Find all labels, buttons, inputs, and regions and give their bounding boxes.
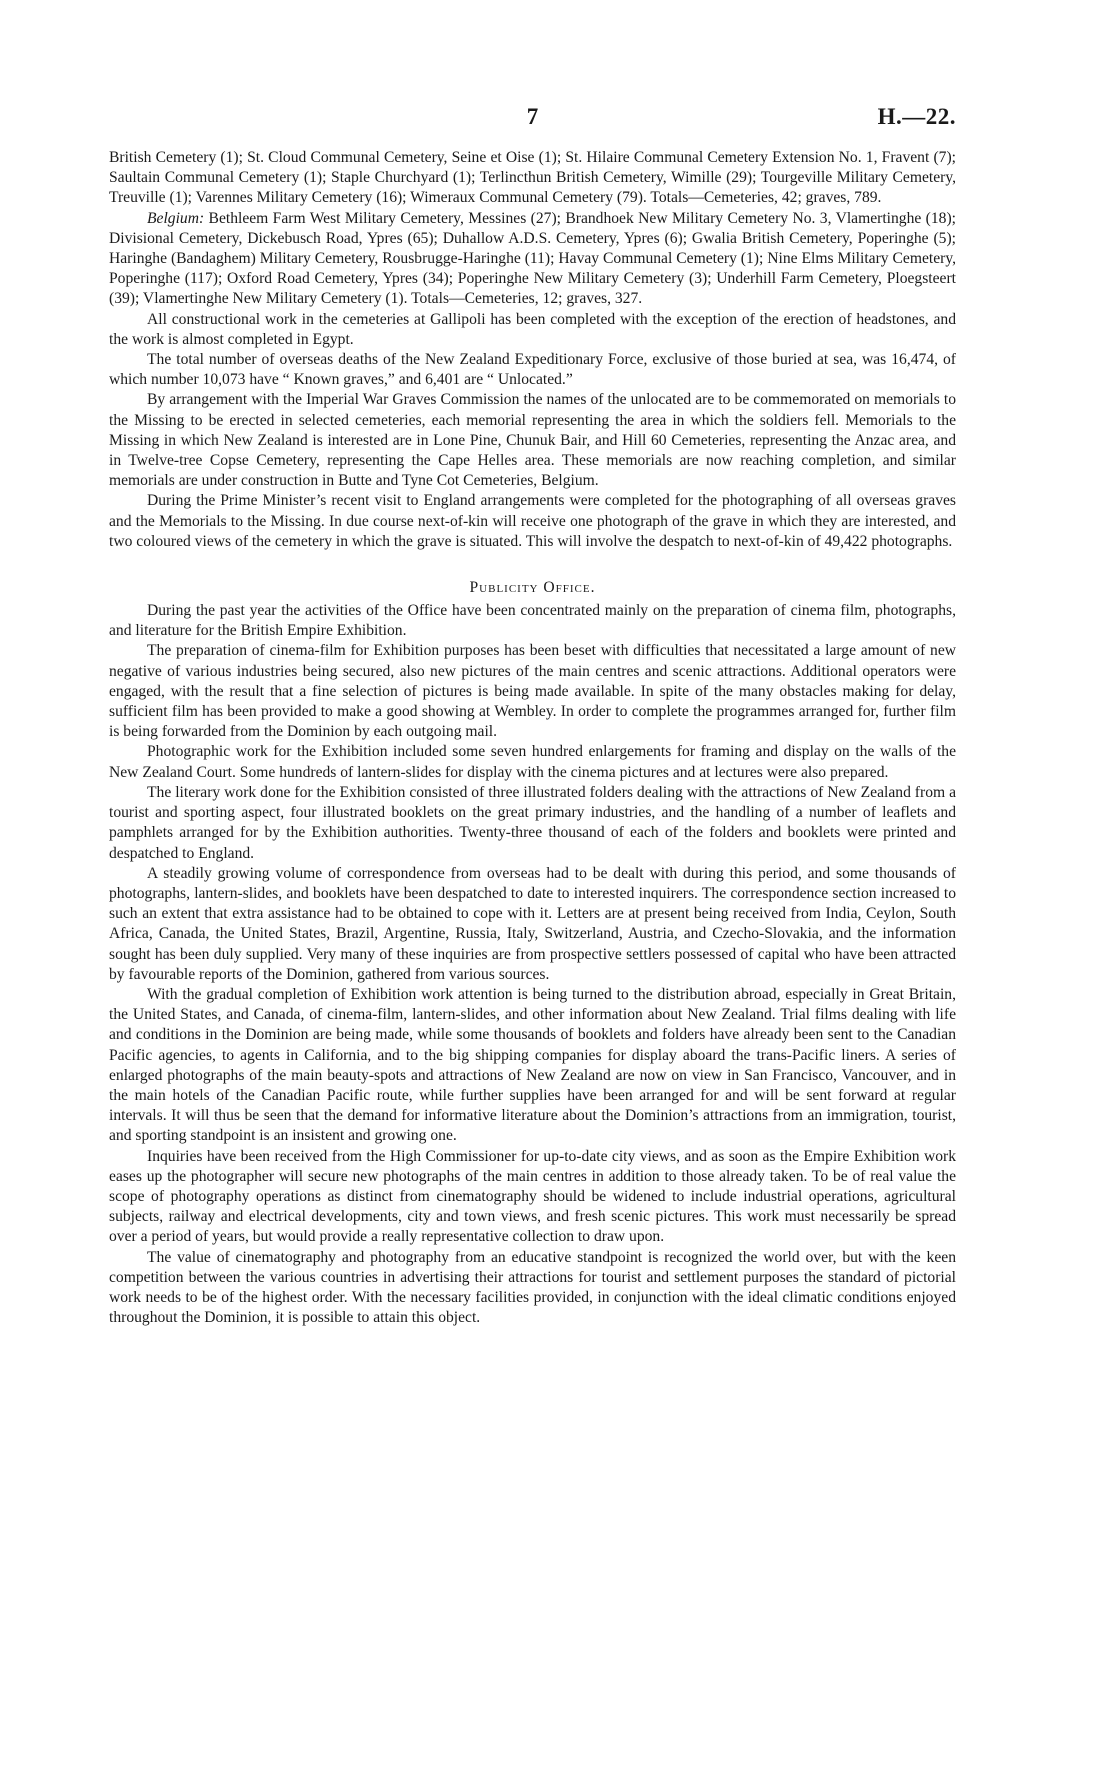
document-page <box>109 104 956 1328</box>
belgium-text: Bethleem Farm West Military Cemetery, Messines (27); Brandhoek New Military Cemetery No. 3, Vlamertinghe (18); Divisional Cemetery, Dickebusch Road, Ypres (65); Duhallow A.D.S. Cemetery, Ypres (6); Gwalia British Cemetery, Poperinghe (5); Haringhe (Bandaghem) Military Cemetery, Rousbrugge-Haringhe (11); Havay Communal Cemetery (1); Nine Elms Military Cemetery, Poperinghe (117); Oxford Road Cemetery, Ypres (34); Poperinghe New Military Cemetery (3); Underhill Farm Cemetery, Ploegsteert (39); Vlamertinghe New Military Cemetery (1). Totals—Cemeteries, 12; graves, 327. <box>109 209 956 308</box>
paragraph-memorials: By arrangement with the Imperial War Graves Commission the names of the unlocated are to be commemorated on memorials to the Missing to be erected in selected cemeteries, each memorial representing the area in which the soldiers fell. Memorials to the Missing in which New Zealand is interested are in Lone Pine, Chunuk Bair, and Hill 60 Cemeteries, representing the Anzac area, and in Twelve-tree Copse Cemetery, representing the Cape Helles area. These memorials are now reaching completion, and similar memorials are under construction in Butte and Tyne Cot Cemeteries, Belgium. <box>109 391 956 490</box>
paragraph-inquiries: Inquiries have been received from the High Commissioner for up-to-date city views, and as soon as the Empire Exhibition work eases up the photographer will secure new photographs of the main centres in addition to those already taken. To be of real value the scope of photography operations as distinct from cinematography should be widened to include industrial operations, agricultural subjects, railway and electrical developments, city and town views, and fresh scenic pictures. This work must necessarily be spread over a period of years, but would provide a really representative collection to draw upon. <box>109 1147 956 1246</box>
paragraph-publicity-intro: During the past year the activities of the Office have been concentrated mainly on the preparation of cinema film, photographs, and literature for the British Empire Exhibition. <box>109 602 956 640</box>
paragraph-distribution: With the gradual completion of Exhibition work attention is being turned to the distribution abroad, especially in Great Britain, the United States, and Canada, of cinema-film, lantern-slides, and other information about New Zealand. Trial films dealing with life and conditions in the Dominion are being made, while some thousands of booklets and folders have already been sent to the Canadian Pacific agencies, to agents in California, and to the big shipping companies for display aboard the trans-Pacific liners. A series of enlarged photographs of the main beauty-spots and attractions of New Zealand are now on view in San Francisco, Vancouver, and in the main hotels of the Canadian Pacific route, while further supplies have been arranged for and will be sent forward at regular intervals. It will thus be seen that the demand for informative literature about the Dominion’s attractions from an immigration, tourist, and sporting standpoint is an insistent and growing one. <box>109 985 956 1145</box>
paragraph-correspondence: A steadily growing volume of correspondence from overseas had to be dealt with during this period, and some thousands of photographs, lantern-slides, and booklets have been despatched to date to interested inquirers. The correspondence section increased to such an extent that extra assistance had to be obtained to cope with it. Letters are at present being received from India, Ceylon, South Africa, Canada, the United States, Brazil, Argentine, Russia, Italy, Switzerland, Austria, and Czecho-Slovakia, and the information sought has been duly supplied. Very many of these inquiries are from prospective settlers possessed of capital who have been attracted by favourable reports of the Dominion, gathered from various sources. <box>109 864 956 983</box>
page-number: 7 <box>526 104 539 129</box>
paragraph-literary-work: The literary work done for the Exhibition consisted of three illustrated folders dealing with the attractions of New Zealand from a tourist and sporting aspect, four illustrated booklets on the great primary industries, and the handling of a number of leaflets and pamphlets arranged for by the Exhibition authorities. Twenty-three thousand of each of the folders and booklets were printed and despatched to England. <box>109 783 956 862</box>
paragraph-photographs: During the Prime Minister’s recent visit to England arrangements were completed for the photographing of all overseas graves and the Memorials to the Missing. In due course next-of-kin will receive one photograph of the grave in which they are interested, and two coloured views of the cemetery in which the grave is situated. This will involve the despatch to next-of-kin of 49,422 photographs. <box>109 492 956 550</box>
document-reference: H.—22. <box>877 104 956 129</box>
paragraph-cemeteries-belgium <box>109 209 956 310</box>
belgium-label: Belgium: <box>147 209 205 227</box>
paragraph-overseas-deaths: The total number of overseas deaths of the New Zealand Expeditionary Force, exclusive of those buried at sea, was 16,474, of which number 10,073 have “ Known graves,” and 6,401 are “ Unlocated.” <box>109 351 956 389</box>
paragraph-cemeteries-france: British Cemetery (1); St. Cloud Communal Cemetery, Seine et Oise (1); St. Hilaire Communal Cemetery Extension No. 1, Fravent (7); Saultain Communal Cemetery (1); Staple Churchyard (1); Terlincthun British Cemetery, Wimille (29); Tourgeville Military Cemetery, Treuville (1); Varennes Military Cemetery (16); Wimeraux Communal Cemetery (79). Totals—Cemeteries, 42; graves, 789. <box>109 149 956 207</box>
paragraph-gallipoli: All constructional work in the cemeteries at Gallipoli has been completed with the exception of the erection of headstones, and the work is almost completed in Egypt. <box>109 310 956 348</box>
paragraph-photographic-work: Photographic work for the Exhibition included some seven hundred enlargements for framing and display on the walls of the New Zealand Court. Some hundreds of lantern-slides for display with the cinema pictures and at lectures were also prepared. <box>109 743 956 781</box>
paragraph-cinema-film: The preparation of cinema-film for Exhibition purposes has been beset with difficulties that necessitated a large amount of new negative of various industries being secured, also new pictures of the main centres and scenic attractions. Additional operators were engaged, with the result that a fine selection of pictures is being made available. In spite of the many obstacles making for delay, sufficient film has been provided to make a good showing at Wembley. In order to complete the programmes arranged for, further film is being forwarded from the Dominion by each outgoing mail. <box>109 642 956 741</box>
section-heading-publicity: Publicity Office. <box>469 579 596 597</box>
paragraph-value: The value of cinematography and photography from an educative standpoint is recognized the world over, but with the keen competition between the various countries in advertising their attractions for tourist and settlement purposes the standard of pictorial work needs to be of the highest order. With the necessary facilities provided, in conjunction with the ideal climatic conditions enjoyed throughout the Dominion, it is possible to attain this object. <box>109 1248 956 1327</box>
page-header <box>109 104 956 134</box>
